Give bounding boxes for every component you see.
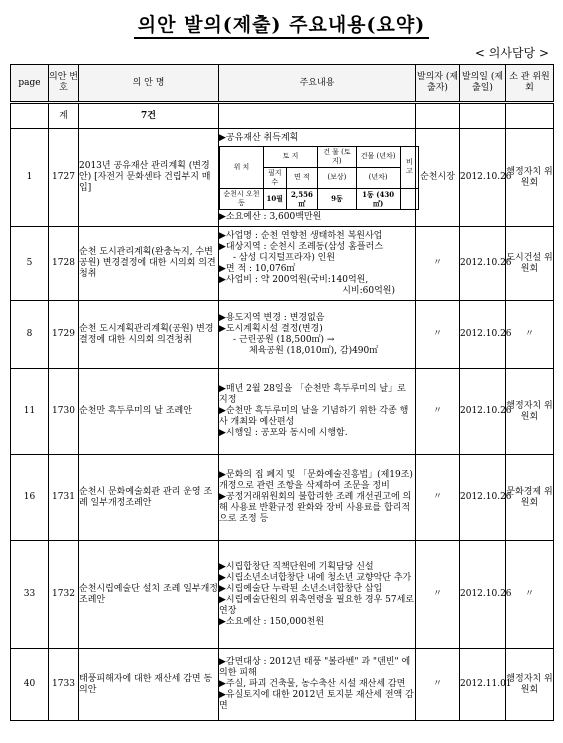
table-row [11, 649, 554, 721]
row-proposer: 〃 [416, 301, 460, 369]
row-page: 16 [11, 455, 49, 541]
cell: 비 고 [400, 146, 418, 188]
row-bill-name: 순천 도시계획관리계획(공원) 변경 결정에 대한 시의회 의견청취 [79, 301, 219, 369]
table-row [11, 301, 554, 369]
content-line: ▶매년 2월 28일을 「순천만 흑두루미의 날」로 지정 [219, 384, 406, 405]
content-line: ▶주실, 파괴 건축물, 농수축산 시설 재산세 감면 [219, 679, 406, 689]
row-bill-no: 1731 [49, 455, 79, 541]
row-date: 2012.10.26 [460, 455, 506, 541]
row-bill-name: 2013년 공유재산 관리계획 (변경안) [자전거 문화센타 건립부지 매입] [79, 129, 219, 227]
row-committee: 〃 [506, 301, 554, 369]
cell: 10필 [263, 188, 286, 209]
row-bill-no: 1729 [49, 301, 79, 369]
header-content: 주요내용 [219, 65, 416, 103]
asset-acquisition-table [219, 146, 419, 210]
row-content [219, 455, 416, 541]
header-date: 발의일 (제출일) [460, 65, 506, 103]
content-line: ▶공유재산 취득계획 [219, 132, 299, 143]
content-line: ▶문화의 집 폐지 및 「문화예술진흥법」(제19조) 개정으로 관련 조항을 삭제하여 조문을 정비 [219, 470, 413, 491]
content-line: ▶감면대상 : 2012년 태풍 "볼라벤" 과 "덴빈" 에 의한 피해 [219, 657, 411, 678]
cell: 토 지 [263, 146, 317, 167]
row-bill-name: 순천 도시관리계획(완충녹지, 수변공원) 변경결정에 대한 시의회 의견청취 [79, 227, 219, 301]
total-label: 계 [49, 103, 79, 129]
row-bill-no: 1732 [49, 541, 79, 649]
cell: 2,556㎡ [286, 188, 318, 209]
row-bill-no: 1730 [49, 369, 79, 455]
header-page: page [11, 65, 49, 103]
row-bill-no: 1727 [49, 129, 79, 227]
row-content [219, 227, 416, 301]
row-page: 33 [11, 541, 49, 649]
row-content [219, 649, 416, 721]
header-bill-no: 의안 번호 [49, 65, 79, 103]
content-line: ▶유실토지에 대한 2012년 토지분 재산세 전액 감면 [219, 690, 414, 711]
content-line: ▶시립소년소녀합창단 내에 청소년 교향악단 추가 [219, 572, 412, 583]
row-bill-no: 1733 [49, 649, 79, 721]
row-date: 2012.11.01 [460, 649, 506, 721]
row-content [219, 369, 416, 455]
table-row [11, 541, 554, 649]
row-committee: 행정자치 위원회 [506, 129, 554, 227]
content-line: ▶도시계획시설 결정(변경) [219, 323, 323, 334]
row-page: 40 [11, 649, 49, 721]
row-date: 2012.10.26 [460, 227, 506, 301]
row-page: 11 [11, 369, 49, 455]
row-bill-name: 순천시 문화예술회관 관리 운영 조례 일부개정조례안 [79, 455, 219, 541]
table-row [11, 369, 554, 455]
row-proposer: 순천시장 [416, 129, 460, 227]
row-committee: 도시건설 위원회 [506, 227, 554, 301]
content-line: ▶시행일 : 공포와 동시에 시행함. [219, 428, 348, 438]
row-content [219, 541, 416, 649]
row-proposer: 〃 [416, 227, 460, 301]
cell: 1동 (430㎡) [356, 188, 400, 209]
row-content [219, 129, 416, 227]
cell: 건 물 (토지) [318, 146, 357, 167]
content-line: ▶시립예술단원의 위촉연령을 필요한 경우 57세로 연장 [219, 594, 415, 616]
content-line: - 삼성 디지털프라자) 인원 [233, 252, 336, 263]
page-title: 의안 발의(제출) 주요내용(요약) [0, 10, 563, 37]
row-committee: 행정자치 위원회 [506, 369, 554, 455]
cell: 면 적 [286, 167, 318, 188]
content-line: ▶소요예산 : 150,000천원 [219, 616, 325, 627]
row-proposer: 〃 [416, 455, 460, 541]
department-label: < 의사담당 > [474, 46, 549, 60]
content-line: 시비:60억원) [342, 285, 395, 296]
bill-summary-table [10, 64, 554, 721]
total-count: 7건 [79, 103, 219, 129]
row-date: 2012.10.26 [460, 541, 506, 649]
row-proposer: 〃 [416, 649, 460, 721]
content-line: ▶사업비 : 약 200억원(국비:140억원, [219, 274, 369, 285]
table-row [11, 227, 554, 301]
total-row [11, 103, 554, 129]
row-committee: 문화경제 위원회 [506, 455, 554, 541]
cell: 건물 (년차) [356, 146, 400, 167]
content-line: 체육공원 (18,010㎡), 감)490㎡ [249, 345, 379, 356]
content-line: ▶시립예술단 누락된 소년소녀합창단 삽입 [219, 583, 383, 594]
header-bill-name: 의 안 명 [79, 65, 219, 103]
table-row [11, 129, 554, 227]
cell: 필지수 [263, 167, 286, 188]
content-line: ▶소요예산 : 3,600백만원 [219, 211, 322, 222]
row-page: 8 [11, 301, 49, 369]
cell: 순천시 오천동 [220, 188, 264, 209]
table-row [11, 455, 554, 541]
content-line: ▶사업명 : 순천 연향천 생태하천 복원사업 [219, 230, 383, 241]
row-committee: 행정자치 위원회 [506, 649, 554, 721]
row-bill-name: 순천시립예술단 설치 조례 일부개정조례안 [79, 541, 219, 649]
header-proposer: 발의자 (제출자) [416, 65, 460, 103]
row-content [219, 301, 416, 369]
row-date: 2012.10.26 [460, 301, 506, 369]
row-bill-name: 태풍피해자에 대한 재산세 감면 동의안 [79, 649, 219, 721]
row-date: 2012.10.26 [460, 369, 506, 455]
row-bill-name: 순천만 흑두루미의 날 조례안 [79, 369, 219, 455]
content-line: ▶공정거래위원회의 불합리한 조례 개선권고에 의해 사용료 반환규정 완화와 장비 사용료를 합리적으로 조정 등 [219, 492, 412, 524]
row-proposer: 〃 [416, 369, 460, 455]
content-line: - 근린공원 (18,500㎡) → [233, 334, 335, 345]
cell: 위 치 [220, 146, 264, 188]
header-row [11, 65, 554, 103]
cell: (년차) [356, 167, 400, 188]
content-line: ▶대상지역 : 순천시 조례동(삼성 홈플러스 [219, 241, 384, 252]
row-page: 1 [11, 129, 49, 227]
content-line: ▶순천만 흑두루미의 날을 기념하기 위한 각종 행사 개최와 예산편성 [219, 406, 409, 427]
content-line: ▶시립합창단 직책단원에 기획담당 신설 [219, 561, 374, 572]
row-committee: 〃 [506, 541, 554, 649]
cell: 9동 [318, 188, 357, 209]
header-committee: 소 관 위원회 [506, 65, 554, 103]
row-page: 5 [11, 227, 49, 301]
row-bill-no: 1728 [49, 227, 79, 301]
row-proposer: 〃 [416, 541, 460, 649]
content-line: ▶면 적 : 10,076㎡ [219, 263, 296, 274]
row-date: 2012.10.26 [460, 129, 506, 227]
cell: (보상) [318, 167, 357, 188]
content-line: ▶용도지역 변경 : 변경없음 [219, 312, 325, 323]
